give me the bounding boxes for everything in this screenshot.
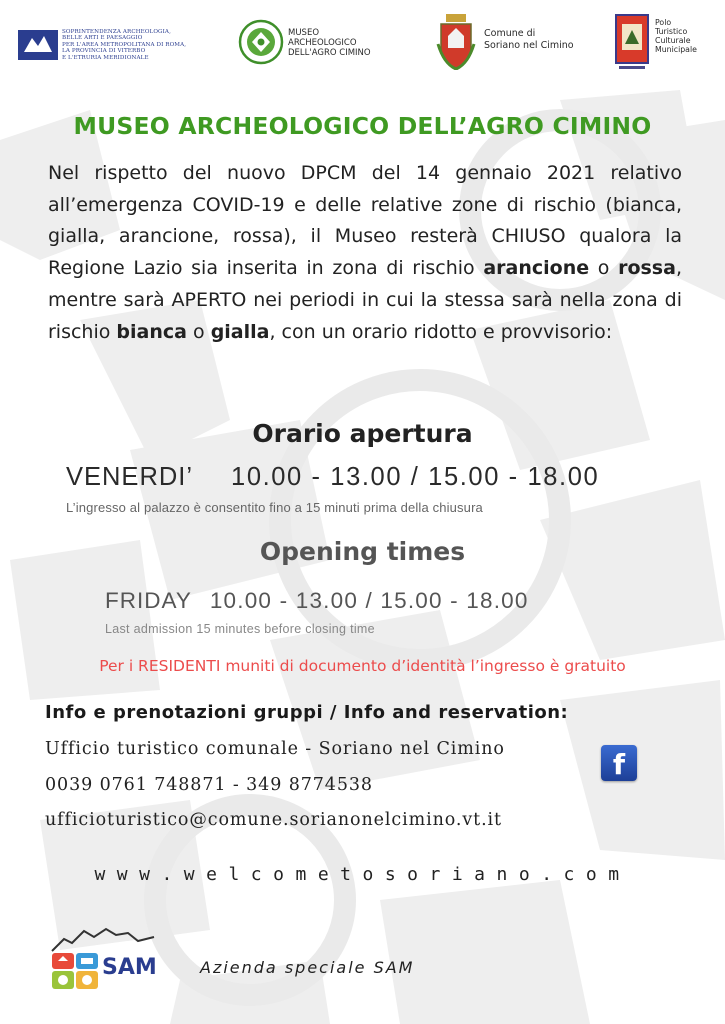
website-link[interactable]: www.welcometosoriano.com xyxy=(94,864,631,885)
opening-row xyxy=(105,588,529,614)
comune-crest-icon xyxy=(436,14,476,70)
info-office: Ufficio turistico comunale - Soriano nel Cimino xyxy=(45,739,505,759)
orario-day: VENERDI’ xyxy=(66,463,194,491)
info-heading: Info e prenotazioni gruppi / Info and reservation: xyxy=(45,702,569,723)
opening-times: 10.00 - 13.00 / 15.00 - 18.00 xyxy=(209,588,529,613)
sam-logo xyxy=(50,925,160,997)
opening-day: FRIDAY xyxy=(105,588,192,613)
facebook-icon[interactable]: f xyxy=(601,745,637,781)
comune-text: Comune di Soriano nel Cimino xyxy=(484,28,574,51)
soprintendenza-logo xyxy=(18,27,203,71)
intro-text: , con un orario ridotto e provvisorio: xyxy=(269,320,613,343)
info-phone[interactable]: 0039 0761 748871 - 349 8774538 xyxy=(45,775,373,795)
intro-text: o xyxy=(186,320,211,343)
orario-times: 10.00 - 13.00 / 15.00 - 18.00 xyxy=(231,463,600,491)
intro-paragraph xyxy=(48,158,682,348)
page-title: MUSEO ARCHEOLOGICO DELL’AGRO CIMINO xyxy=(73,112,652,140)
residenti-notice: Per i RESIDENTI muniti di documento d’identità l’ingresso è gratuito xyxy=(99,657,626,675)
sam-logo-text: SAM xyxy=(102,955,157,980)
soprintendenza-text: SOPRINTENDENZA ARCHEOLOGIA, BELLE ARTI E PAESAGGIO PER L'AREA METROPOLITANA DI ROMA, LA PROVINCIA DI VITERBO E L'ETRURIA MERIDIONALE xyxy=(62,29,187,61)
museo-logo-text: MUSEO ARCHEOLOGICO DELL'AGRO CIMINO xyxy=(288,28,371,58)
intro-bold-rossa: rossa xyxy=(618,257,676,280)
polo-logo xyxy=(615,14,715,74)
orario-heading: Orario apertura xyxy=(252,419,473,448)
museo-emblem-icon xyxy=(238,18,284,66)
intro-text: Nel rispetto del nuovo DPCM del 14 gennaio 2021 relativo all’emergenza COVID-19 e delle relative zone di rischio (bianca, gialla, arancione, rossa), il Museo resterà CHIUSO qualora la Regione Lazio sia inserita in zona di rischio xyxy=(48,162,682,280)
orario-row xyxy=(66,463,599,492)
polo-text: Polo Turistico Culturale Municipale xyxy=(655,18,697,54)
orario-note: L’ingresso al palazzo è consentito fino a 15 minuti prima della chiusura xyxy=(66,500,483,515)
opening-note: Last admission 15 minutes before closing time xyxy=(105,622,375,636)
sam-caption: Azienda speciale SAM xyxy=(200,958,415,977)
intro-text: , mentre sarà APERTO nei periodi in cui la stessa sarà nella zona di rischio xyxy=(48,257,682,343)
comune-logo xyxy=(436,14,586,70)
info-email-link[interactable]: ufficioturistico@comune.sorianonelcimino.vt.it xyxy=(45,810,502,830)
intro-bold-arancione: arancione xyxy=(483,257,590,280)
intro-bold-bianca: bianca xyxy=(116,320,187,343)
soprintendenza-emblem-icon xyxy=(18,30,58,60)
museo-logo xyxy=(238,18,378,68)
polo-emblem-icon xyxy=(615,14,649,72)
opening-heading: Opening times xyxy=(259,537,466,566)
intro-bold-gialla: gialla xyxy=(210,320,270,343)
intro-text: o xyxy=(589,257,619,280)
